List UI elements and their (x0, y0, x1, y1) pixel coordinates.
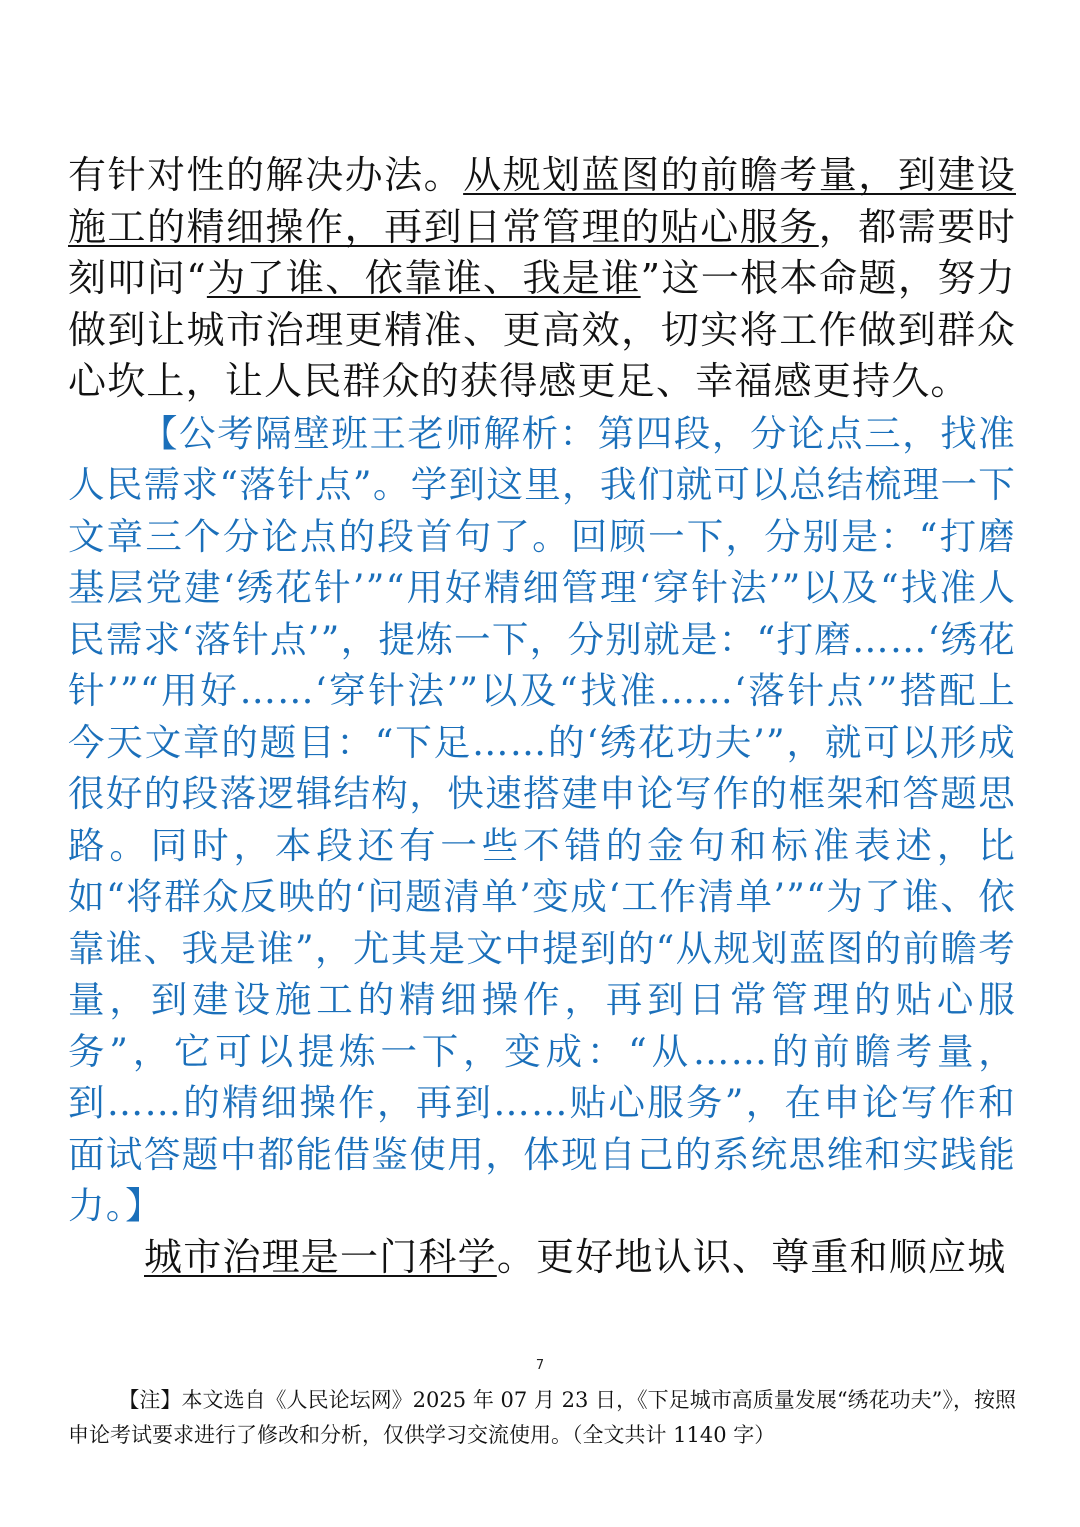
page-number: 7 (535, 1358, 545, 1373)
underlined-topic-sentence: 城市治理是一门科学 (144, 1234, 497, 1279)
underlined-key-phrase: 从规划蓝图的前瞻考量，到建设施工的精细操作，再到日常管理的贴心服务 (68, 153, 1016, 249)
underlined-key-question: 为了谁、依靠谁、我是谁 (206, 256, 641, 300)
paragraph-mid-text: ，都需要时刻叩问“ (68, 204, 1016, 300)
body-paragraph-next (68, 1232, 1016, 1284)
paragraph-lead-text: 有针对性的解决办法。 (68, 153, 464, 197)
body-paragraph-continued (68, 150, 1016, 408)
source-footnote: 【注】本文选自《人民论坛网》2025 年 07 月 23 日，《下足城市高质量发展“绣花功夫”》，按照申论考试要求进行了修改和分析，仅供学习交流使用。（全文共计 1140 字） (68, 1388, 1016, 1447)
paragraph-tail-text: ”这一根本命题，努力做到让城市治理更精准、更高效，切实将工作做到群众心坎上，让人民群众的获得感更足、幸福感更持久。 (68, 256, 1016, 403)
document-body (68, 150, 1016, 1283)
teacher-analysis-block: 【公考隔壁班王老师解析：第四段，分论点三，找准人民需求“落针点”。学到这里，我们就可以总结梳理一下文章三个分论点的段首句了。回顾一下，分别是：“打磨基层党建‘绣花针’”“用好精细管理‘穿针法’”以及“找准人民需求‘落针点’”，提炼一下，分别就是：“打磨……‘绣花针’”“用好……‘穿针法’”以及“找准……‘落针点’”搭配上今天文章的题目：“下足……的‘绣花功夫’”，就可以形成很好的段落逻辑结构，快速搭建申论写作的框架和答题思路。同时，本段还有一些不错的金句和标准表述，比如“将群众反映的‘问题清单’变成‘工作清单’”“为了谁、依靠谁、我是谁”，尤其是文中提到的“从规划蓝图的前瞻考量，到建设施工的精细操作，再到日常管理的贴心服务”，它可以提炼一下，变成：“从……的前瞻考量，到……的精细操作，再到……贴心服务”，在申论写作和面试答题中都能借鉴使用，体现自己的系统思维和实践能力。】 (68, 411, 1016, 1227)
paragraph-next-tail-text: 。更好地认识、尊重和顺应城 (496, 1234, 1007, 1279)
